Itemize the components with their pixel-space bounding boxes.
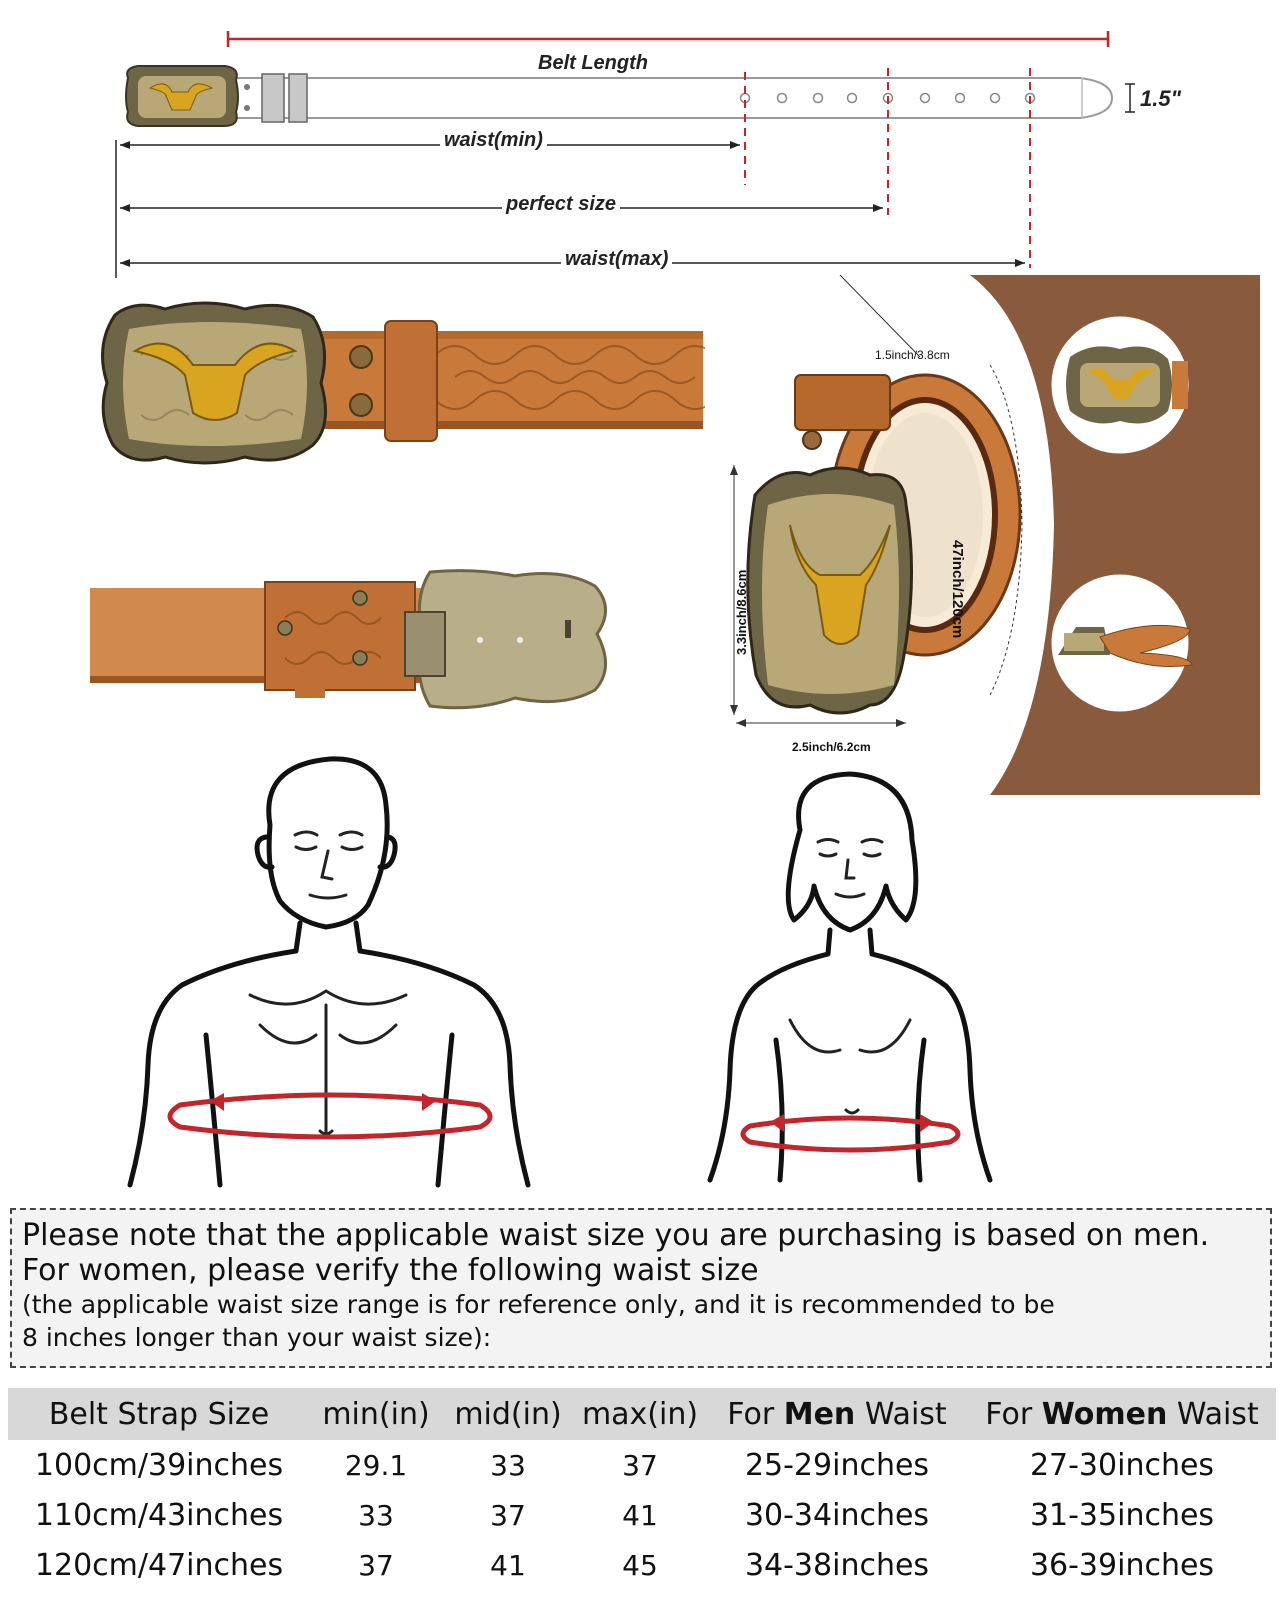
cell-max: 37 xyxy=(622,1448,658,1482)
cell-strap: 120cm/47inches xyxy=(34,1547,284,1583)
waist-min-label: waist(min) xyxy=(440,129,547,152)
header-max: max(in) xyxy=(574,1388,706,1440)
cell-max: 45 xyxy=(622,1548,658,1582)
belt-back-closeup-image xyxy=(85,568,625,718)
buckle-height-dimension: 3.3inch/8.6cm xyxy=(734,569,749,655)
size-table xyxy=(8,1388,1276,1590)
cell-mid: 41 xyxy=(490,1548,526,1582)
header-strap-size: Belt Strap Size xyxy=(8,1388,310,1440)
note-line-3: (the applicable waist size range is for reference only, and it is recommended to be xyxy=(22,1290,1055,1319)
note-line-1: Please note that the applicable waist size you are purchasing is based on men. xyxy=(22,1218,1210,1253)
cell-min: 33 xyxy=(358,1498,394,1532)
rolled-belt-image xyxy=(720,275,1260,795)
belt-length-dimension: 47inch/120cm xyxy=(949,540,966,639)
cell-women-waist: 27-30inches xyxy=(1029,1447,1215,1483)
belt-front-closeup-image xyxy=(95,295,705,470)
waist-max-label: waist(max) xyxy=(561,248,672,271)
cell-max: 41 xyxy=(622,1498,658,1532)
buckle-width-dimension: 2.5inch/6.2cm xyxy=(792,740,871,754)
cell-min: 37 xyxy=(358,1548,394,1582)
header-mid: mid(in) xyxy=(442,1388,574,1440)
header-min: min(in) xyxy=(310,1388,442,1440)
belt-length-label: Belt Length xyxy=(538,52,648,74)
man-waist-illustration xyxy=(120,755,550,1195)
cell-men-waist: 30-34inches xyxy=(744,1497,930,1533)
sizing-note xyxy=(10,1208,1272,1368)
cell-strap: 110cm/43inches xyxy=(34,1497,284,1533)
table-row xyxy=(8,1540,1276,1590)
table-row xyxy=(8,1490,1276,1540)
cell-mid: 33 xyxy=(490,1448,526,1482)
cell-min: 29.1 xyxy=(344,1448,408,1482)
cell-men-waist: 25-29inches xyxy=(744,1447,930,1483)
buckle-thumbnail xyxy=(126,66,238,126)
woman-waist-illustration xyxy=(700,770,1030,1190)
cell-strap: 100cm/39inches xyxy=(34,1447,284,1483)
table-header-row xyxy=(8,1388,1276,1440)
perfect-size-label: perfect size xyxy=(502,193,620,216)
cell-women-waist: 31-35inches xyxy=(1029,1497,1215,1533)
cell-men-waist: 34-38inches xyxy=(744,1547,930,1583)
note-line-4: 8 inches longer than your waist size): xyxy=(22,1323,492,1352)
belt-length-diagram xyxy=(0,0,1280,290)
table-row xyxy=(8,1440,1276,1490)
cell-women-waist: 36-39inches xyxy=(1029,1547,1215,1583)
strap-width-label: 1.5" xyxy=(1136,86,1185,112)
strap-width-dimension: 1.5inch/3.8cm xyxy=(875,348,950,362)
cell-mid: 37 xyxy=(490,1498,526,1532)
header-men-waist: For Men Waist xyxy=(706,1388,968,1440)
header-women-waist: For Women Waist xyxy=(968,1388,1276,1440)
note-line-2: For women, please verify the following waist size xyxy=(22,1253,759,1288)
